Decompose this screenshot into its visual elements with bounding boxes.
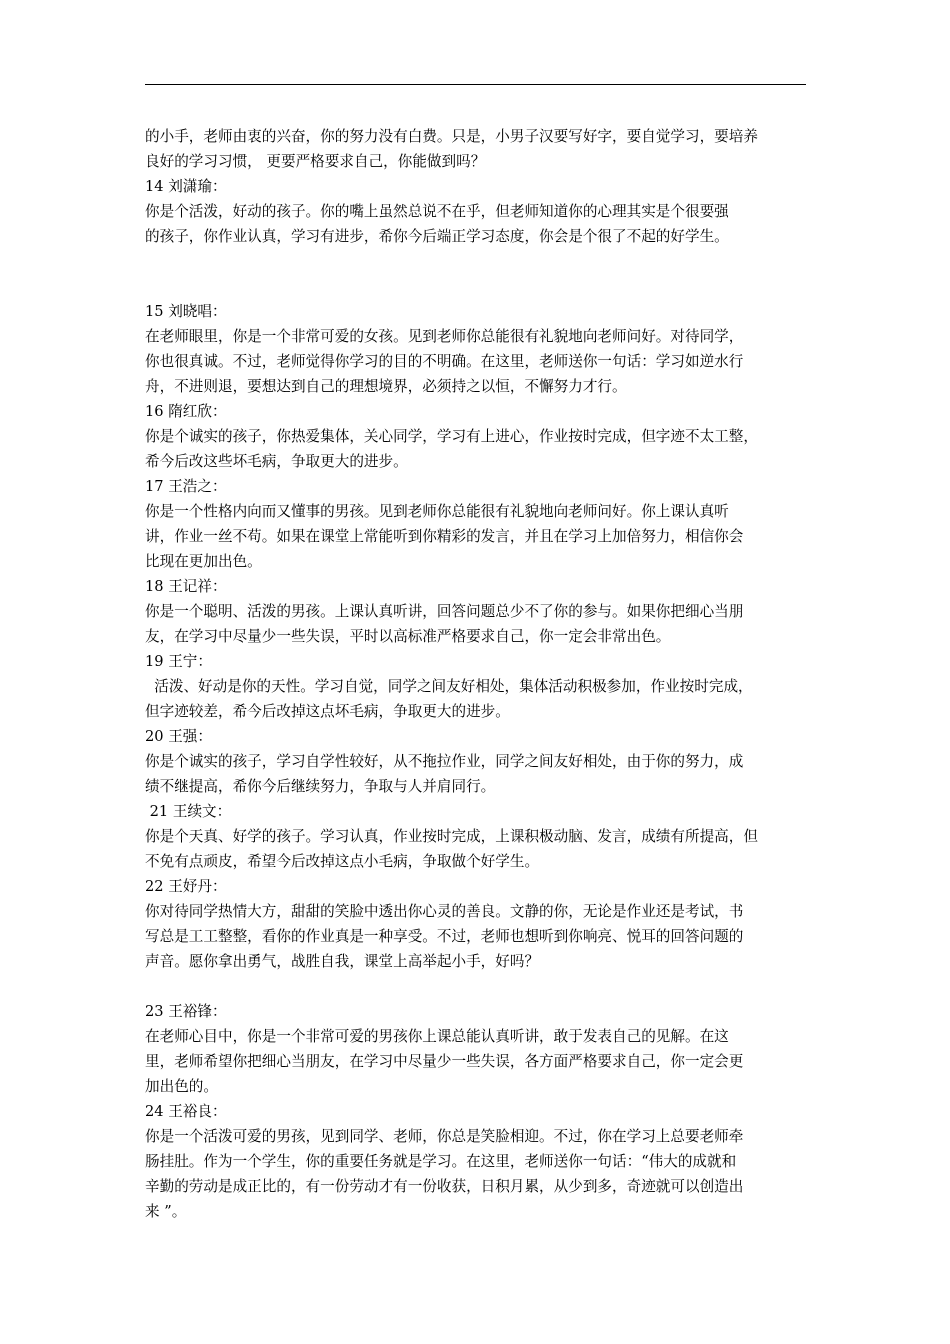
text-line: 比现在更加出色。: [145, 553, 262, 570]
text-line: 在老师心目中，你是一个非常可爱的男孩你上课总能认真听讲，敢于发表自己的见解。在这: [145, 1028, 729, 1045]
text-line: 写总是工工整整，看你的作业真是一种享受。不过，老师也想听到你响亮、悦耳的回答问题的: [145, 928, 744, 945]
entry-heading: 17 王浩之：: [145, 478, 227, 495]
entry-heading: 19 王宁：: [145, 653, 212, 670]
text-line: 希今后改这些坏毛病，争取更大的进步。: [145, 453, 408, 470]
text-line: 你是一个聪明、活泼的男孩。上课认真听讲，回答问题总少不了你的参与。如果你把细心当朋: [145, 603, 744, 620]
text-line: 舟，不进则退，要想达到自己的理想境界，必须持之以恒，不懈努力才行。: [145, 378, 627, 395]
text-line: 你是个活泼，好动的孩子。你的嘴上虽然总说不在乎，但老师知道你的心理其实是个很要强: [145, 203, 729, 220]
text-line: 你是个诚实的孩子，你热爱集体，关心同学，学习有上进心，作业按时完成，但字迹不太工整，: [145, 428, 758, 445]
text-line: 活泼、好动是你的天性。学习自觉，同学之间友好相处，集体活动积极参加，作业按时完成，: [145, 678, 753, 695]
text-line: 良好的学习习惯， 更要严格要求自己，你能做到吗？: [145, 153, 486, 170]
text-line: 不免有点顽皮，希望今后改掉这点小毛病，争取做个好学生。: [145, 853, 540, 870]
text-line: 的小手，老师由衷的兴奋，你的努力没有白费。只是，小男子汉要写好字，要自觉学习，要培养: [145, 128, 758, 145]
text-line: 你是个天真、好学的孩子。学习认真，作业按时完成，上课积极动脑、发言，成绩有所提高，但: [145, 828, 758, 845]
text-line: 但字迹较差，希今后改掉这点坏毛病，争取更大的进步。: [145, 703, 510, 720]
entry-heading: 18 王记祥：: [145, 578, 227, 595]
text-line: 你对待同学热情大方，甜甜的笑脸中透出你心灵的善良。文静的你，无论是作业还是考试，书: [145, 903, 744, 920]
entry-heading: 22 王妤丹：: [145, 878, 227, 895]
text-line: 辛勤的劳动是成正比的，有一份劳动才有一份收获，日积月累，从少到多，奇迹就可以创造出: [145, 1178, 744, 1195]
text-line: 你是个诚实的孩子，学习自学性较好，从不拖拉作业，同学之间友好相处，由于你的努力，成: [145, 753, 744, 770]
text-line: 讲，作业一丝不苟。如果在课堂上常能听到你精彩的发言，并且在学习上加倍努力，相信你会: [145, 528, 744, 545]
entry-heading: 15 刘晓唱：: [145, 303, 227, 320]
entry-heading: 24 王裕良：: [145, 1103, 227, 1120]
entry-heading: 16 隋红欣：: [145, 403, 227, 420]
text-line: 你是一个性格内向而又懂事的男孩。见到老师你总能很有礼貌地向老师问好。你上课认真听: [145, 503, 729, 520]
text-line: 加出色的。: [145, 1078, 218, 1095]
text-line: 里，老师希望你把细心当朋友，在学习中尽量少一些失误，各方面严格要求自己，你一定会更: [145, 1053, 744, 1070]
blank-space: [145, 974, 810, 999]
text-line: 的孩子，你作业认真，学习有进步，希你今后端正学习态度，你会是个很了不起的好学生。: [145, 228, 729, 245]
text-line: 你是一个活泼可爱的男孩，见到同学、老师，你总是笑脸相迎。不过，你在学习上总要老师牵: [145, 1128, 744, 1145]
text-line: 在老师眼里，你是一个非常可爱的女孩。见到老师你总能很有礼貌地向老师问好。对待同学，: [145, 328, 744, 345]
text-line: 声音。愿你拿出勇气，战胜自我，课堂上高举起小手，好吗？: [145, 953, 540, 970]
text-line: 肠挂肚。作为一个学生，你的重要任务就是学习。在这里，老师送你一句话：“伟大的成就和: [145, 1153, 737, 1170]
text-line: 来 ”。: [145, 1203, 187, 1220]
text-line: 友，在学习中尽量少一些失误，平时以高标准严格要求自己，你一定会非常出色。: [145, 628, 671, 645]
document-body: [145, 124, 810, 1224]
entry-heading: 20 王强：: [145, 728, 212, 745]
entry-heading: 21 王续文：: [145, 803, 232, 820]
entry-heading: 23 王裕锋：: [145, 1003, 227, 1020]
text-line: 你也很真诚。不过，老师觉得你学习的目的不明确。在这里，老师送你一句话：学习如逆水行: [145, 353, 744, 370]
blank-space: [145, 249, 810, 299]
text-line: 绩不继提高，希你今后继续努力，争取与人并肩同行。: [145, 778, 496, 795]
entry-heading: 14 刘潇瑜：: [145, 178, 227, 195]
header-rule: [145, 84, 806, 85]
